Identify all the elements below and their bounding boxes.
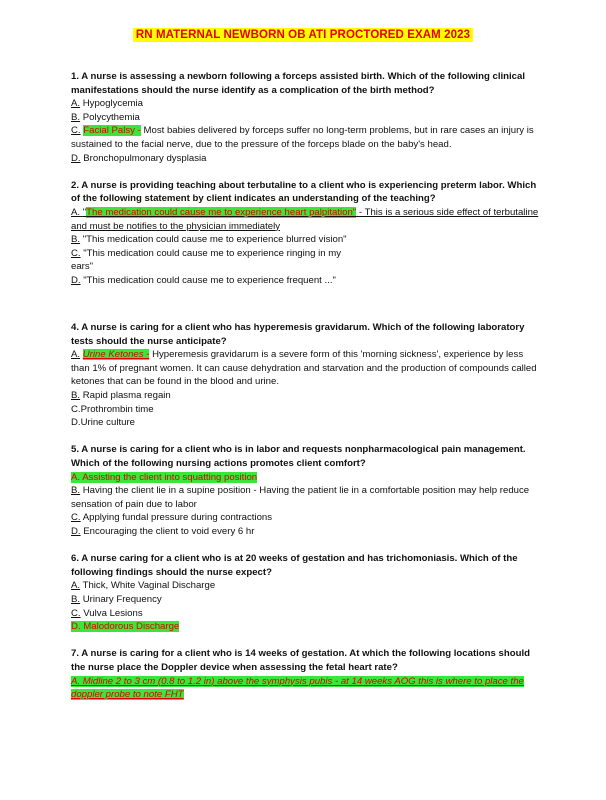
- q6-option-a: A. Thick, White Vaginal Discharge: [71, 580, 216, 592]
- q1-option-b: B. Polycythemia: [71, 111, 140, 123]
- q1-rationale: Most babies delivered by forceps suffer no long-term problems, but in rare cases an injury is sustained to the facial nerve, due to the pressure of the forceps blade on the baby's head.: [71, 125, 534, 150]
- q6-option-c: C. Vulva Lesions: [71, 607, 143, 619]
- q5-option-b: B. Having the client lie in a supine position - Having the patient lie in a comfortable position may help reduce sensation of pain due to labor: [71, 485, 530, 510]
- question-1: 1. A nurse is assessing a newborn following a forceps assisted birth. Which of the following clinical manifestations should the nurse identify as a complication of the birth method?: [71, 71, 526, 96]
- q6-answer: D. Malodorous Discharge: [71, 621, 180, 633]
- q4-rationale: Hyperemesis gravidarum is a severe form of this 'morning sickness', experience by less than 1% of pregnant women. It can cause dehydration and starvation and the production of compounds called ketones that can be found in the blood and urine.: [71, 349, 537, 388]
- q2-option-b: B. "This medication could cause me to experience blurred vision": [71, 234, 347, 246]
- q2-answer: The medication could cause me to experience heart palpitation": [86, 206, 357, 218]
- q4-option-a: A. Urine Ketones - Hyperemesis gravidarum is a severe form of this 'morning sickness', experience by less than 1% of pregnant women. It can cause dehydration and starvation and the production of compounds called ketones that can be found in the blood and urine.: [71, 349, 537, 388]
- q4-option-b: B. Rapid plasma regain: [71, 390, 171, 402]
- q4-option-c: C.Prothrombin time: [71, 403, 154, 415]
- q2-option-a: A. "The medication could cause me to experience heart palpitation" - This is a serious side effect of terbutaline and must be notifies to the physician immediately: [71, 206, 539, 232]
- q1-option-d: D. Bronchopulmonary dysplasia: [71, 152, 207, 164]
- question-7: 7. A nurse is caring for a client who is 14 weeks of gestation. At which the following locations should the nurse place the Doppler device when assessing the fetal heart rate?: [71, 648, 530, 673]
- q5-option-d: D. Encouraging the client to void every 6 hr: [71, 526, 255, 537]
- q1-option-c: C. Facial Palsy - Most babies delivered by forceps suffer no long-term problems, but in rare cases an injury is sustained to the facial nerve, due to the pressure of the forceps blade on the baby's head.: [71, 125, 534, 150]
- q5-answer: A. Assisting the client into squatting position: [71, 471, 258, 483]
- q7-option-a: [71, 675, 541, 702]
- q4-option-d: D.Urine culture: [71, 417, 135, 429]
- q6-option-d: [71, 620, 541, 634]
- q2-option-c: C. "This medication could cause me to experience ringing in my ears": [71, 247, 342, 273]
- question-6: 6. A nurse caring for a client who is at 20 weeks of gestation and has trichomoniasis. Which of the following findings should the nurse expect?: [71, 553, 518, 578]
- q1-answer: Facial Palsy -: [83, 125, 141, 137]
- question-4: 4. A nurse is caring for a client who has hyperemesis gravidarum. Which of the following laboratory tests should the nurse anticipate?: [71, 322, 525, 347]
- q7-answer: A. Midline 2 to 3 cm (0.8 to 1.2 in) above the symphysis pubis - at 14 weeks AOG this is where to place the doppler probe to note FHT: [71, 675, 524, 701]
- q2-rationale: - This is a serious side effect of terbutaline and must be notifies to the physician immediately: [71, 206, 539, 232]
- q2-option-d: D. "This medication could cause me to experience frequent ...": [71, 274, 336, 286]
- q4-answer: Urine Ketones -: [82, 349, 150, 361]
- q6-option-b: B. Urinary Frequency: [71, 593, 162, 605]
- document-content: [71, 70, 541, 702]
- question-5: 5. A nurse is caring for a client who is in labor and requests nonpharmacological pain management. Which of the following nursing actions promotes client comfort?: [71, 444, 526, 470]
- q5-option-c: C. Applying fundal pressure during contractions: [71, 512, 273, 524]
- document-title: RN MATERNAL NEWBORN OB ATI PROCTORED EXAM 2023: [0, 25, 606, 43]
- q1-option-a: A. Hypoglycemia: [71, 98, 144, 110]
- question-2: 2. A nurse is providing teaching about terbutaline to a client who is experiencing preterm labor. Which of the following statement by client indicates an understanding of the teaching?: [71, 179, 537, 205]
- q5-option-a: [71, 471, 541, 485]
